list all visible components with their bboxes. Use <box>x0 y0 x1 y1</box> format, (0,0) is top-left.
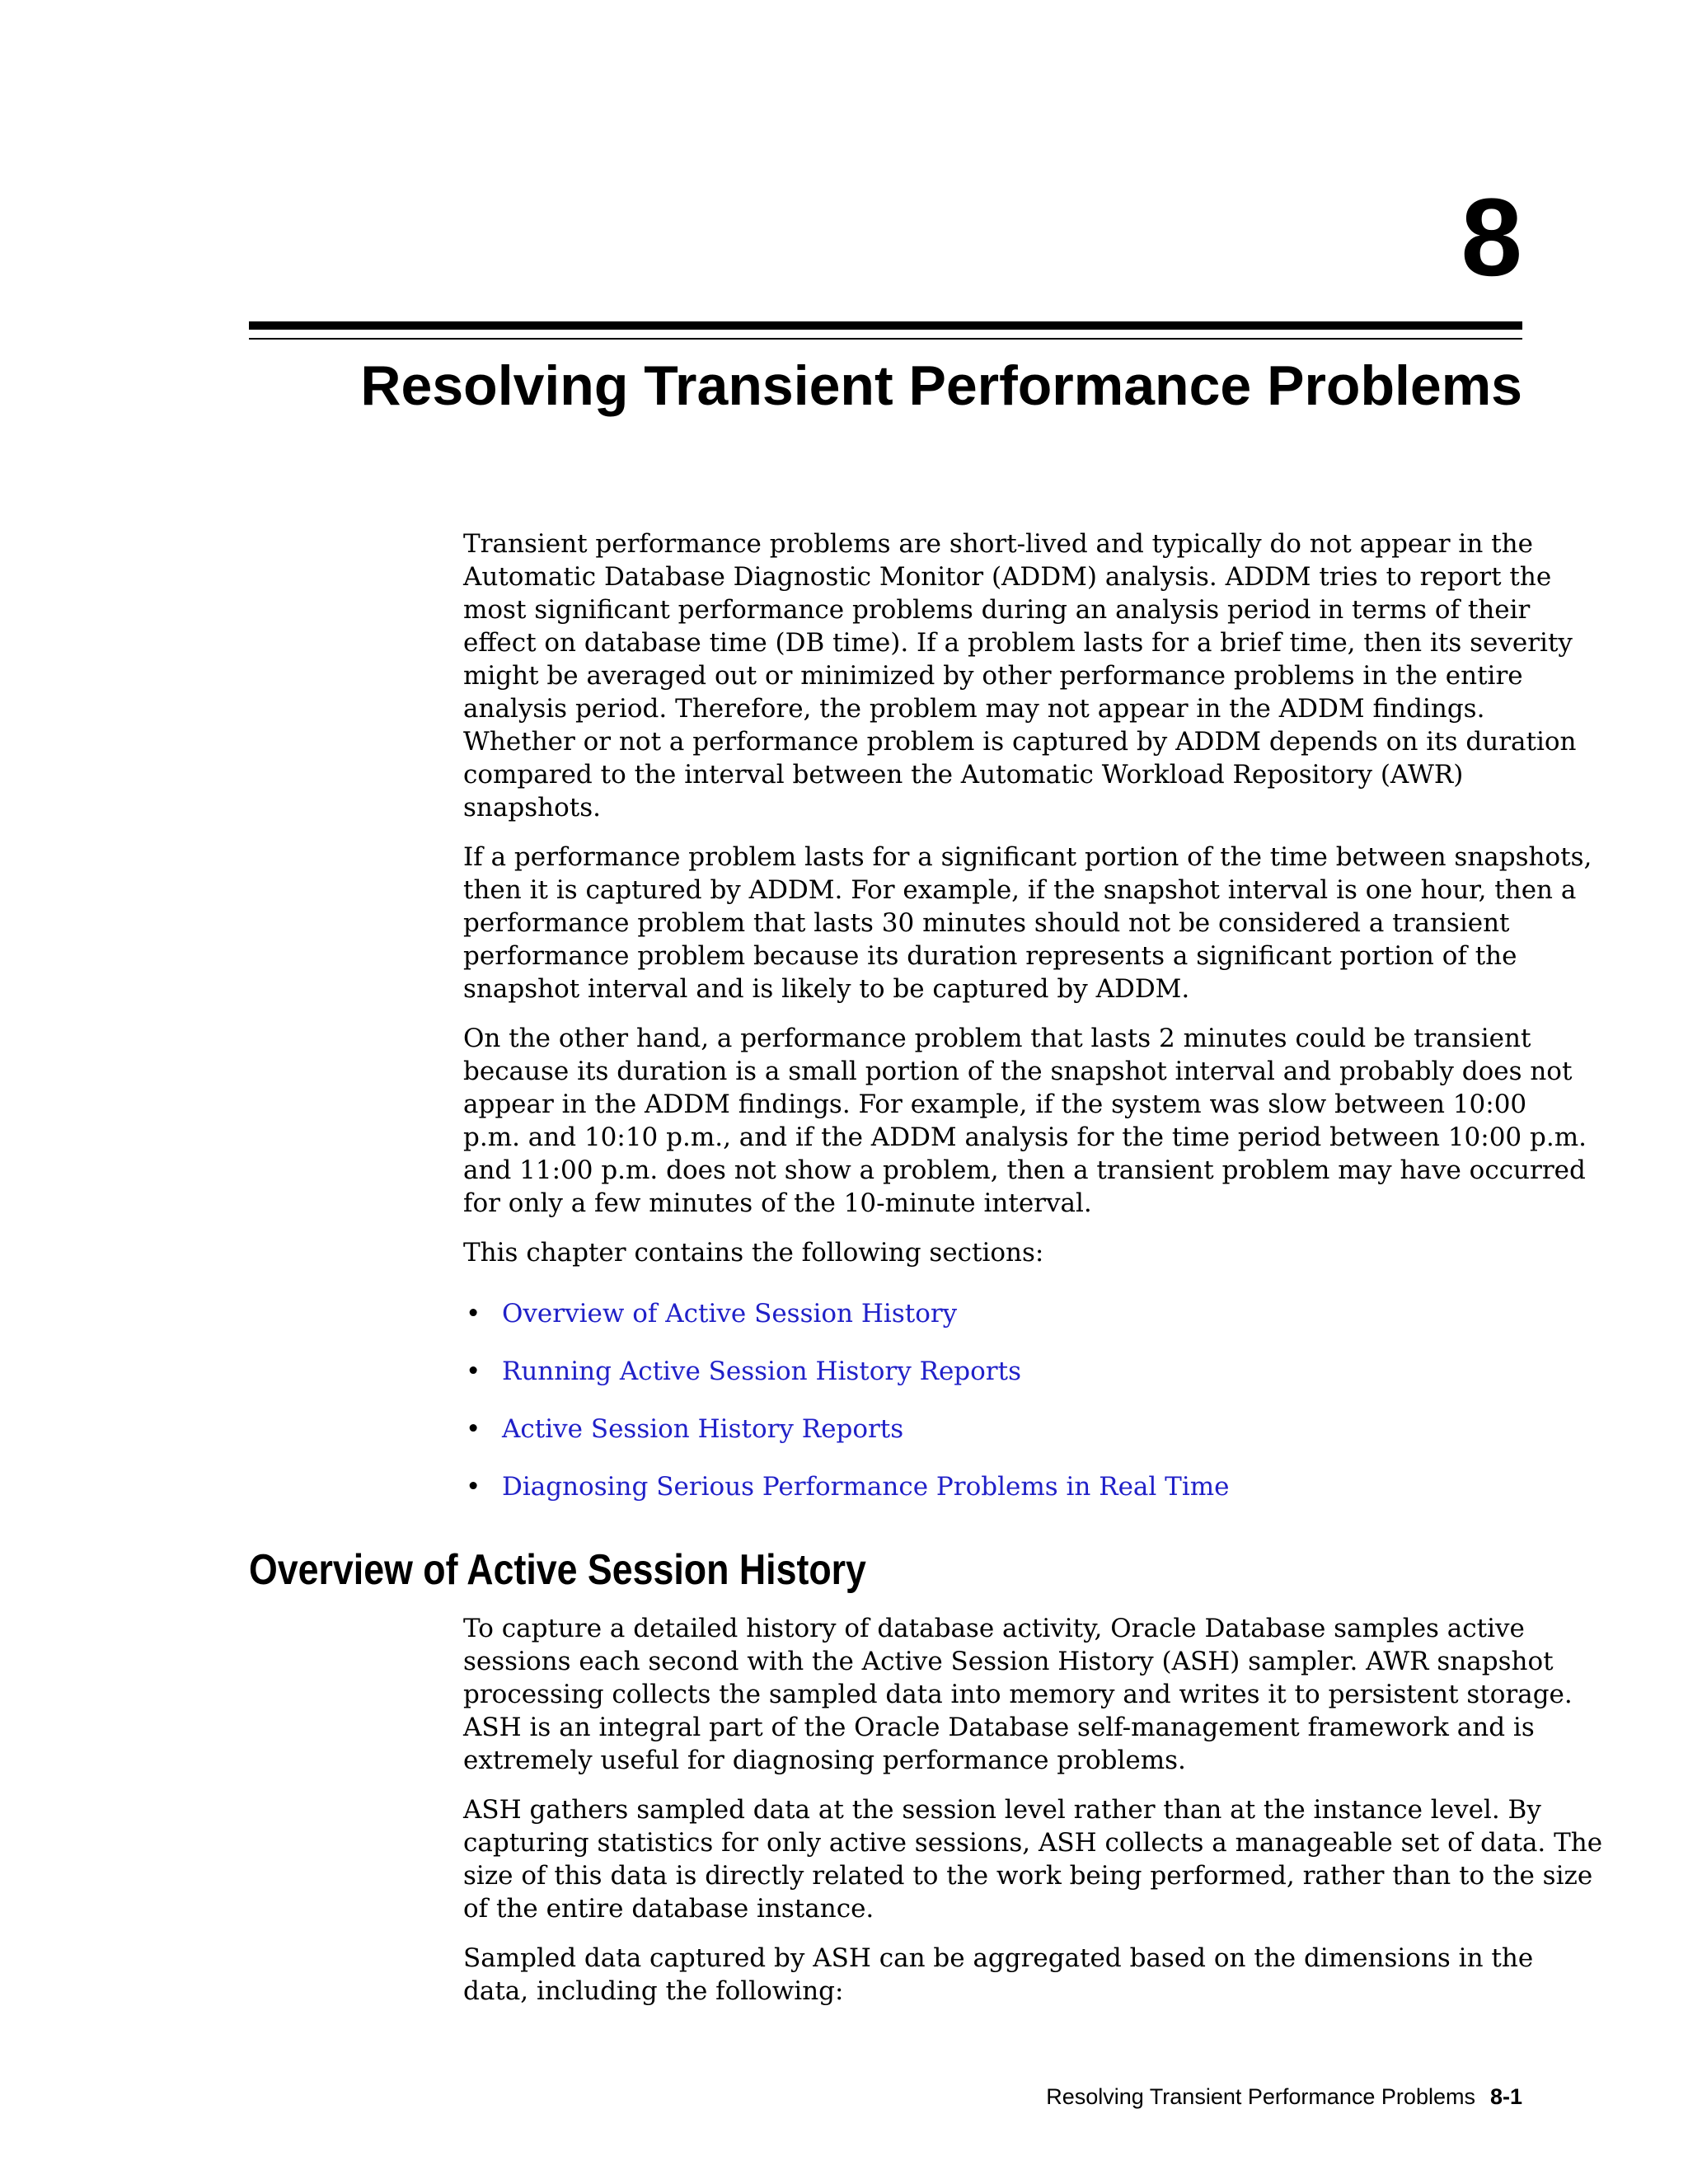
link-ash-reports[interactable]: Active Session History Reports <box>502 1414 904 1444</box>
intro-paragraph-3: On the other hand, a performance problem that lasts 2 minutes could be transient because its duration is a small portion of the snapshot interval and probably does not appear in the ADDM findings. For example, if the system was slow between 10:00 p.m. and 10:10 p.m., and if the ADDM analysis for the time period between 10:00 p.m. and 11:00 p.m. does not show a problem, then a transient problem may have occurred for only a few minutes of the 10-minute interval. <box>463 1024 1587 1218</box>
intro-paragraph-4: This chapter contains the following sections: <box>463 1238 1044 1268</box>
chapter-rule-thick <box>249 321 1522 330</box>
bullet-icon: • <box>466 1472 481 1502</box>
intro-paragraph-2: If a performance problem lasts for a significant portion of the time between snapshots, then it is captured by ADDM. For example, if the snapshot interval is one hour, then a performance problem that lasts 30 minutes should not be considered a transient performance problem because its duration represents a significant portion of the snapshot interval and is likely to be captured by ADDM. <box>463 842 1592 1004</box>
list-item <box>463 1355 1526 1413</box>
link-overview-ash[interactable]: Overview of Active Session History <box>502 1299 958 1329</box>
section-link-list <box>463 1297 1526 1528</box>
section-heading: Overview of Active Session History <box>249 1546 866 1594</box>
intro-text <box>463 527 1592 1528</box>
page-footer <box>1046 2082 1522 2111</box>
link-running-ash-reports[interactable]: Running Active Session History Reports <box>502 1357 1021 1386</box>
list-item <box>463 1470 1526 1528</box>
footer-title: Resolving Transient Performance Problems <box>1046 2084 1475 2109</box>
section-text <box>463 1612 1603 2024</box>
list-item <box>463 1297 1526 1355</box>
bullet-icon: • <box>466 1299 481 1329</box>
intro-paragraph-1: Transient performance problems are short-lived and typically do not appear in the Automatic Database Diagnostic Monitor (ADDM) analysis. ADDM tries to report the most significant performance problems during an analysis period in terms of their effect on database time (DB time). If a problem lasts for a brief time, then its severity might be averaged out or minimized by other performance problems in the entire analysis period. Therefore, the problem may not appear in the ADDM findings. Whether or not a performance problem is captured by ADDM depends on its duration compared to the interval between the Automatic Workload Repository (AWR) snapshots. <box>463 529 1577 823</box>
bullet-icon: • <box>466 1414 481 1444</box>
section-paragraph-1: To capture a detailed history of database activity, Oracle Database samples active sessions each second with the Active Session History (ASH) sampler. AWR snapshot processing collects the sampled data into memory and writes it to persistent storage. ASH is an integral part of the Oracle Database self-management framework and is extremely useful for diagnosing performance problems. <box>463 1614 1573 1775</box>
list-item <box>463 1413 1526 1470</box>
link-diagnosing-realtime[interactable]: Diagnosing Serious Performance Problems in Real Time <box>502 1472 1230 1502</box>
chapter-rule-thin <box>249 338 1522 340</box>
chapter-title: Resolving Transient Performance Problems <box>360 354 1522 417</box>
bullet-icon: • <box>466 1357 481 1386</box>
section-paragraph-2: ASH gathers sampled data at the session level rather than at the instance level. By capturing statistics for only active sessions, ASH collects a manageable set of data. The size of this data is directly related to the work being performed, rather than to the size of the entire database instance. <box>463 1795 1603 1924</box>
chapter-number: 8 <box>1461 176 1522 299</box>
page-number: 8-1 <box>1489 2084 1522 2109</box>
section-paragraph-3: Sampled data captured by ASH can be aggregated based on the dimensions in the data, including the following: <box>463 1943 1534 2006</box>
